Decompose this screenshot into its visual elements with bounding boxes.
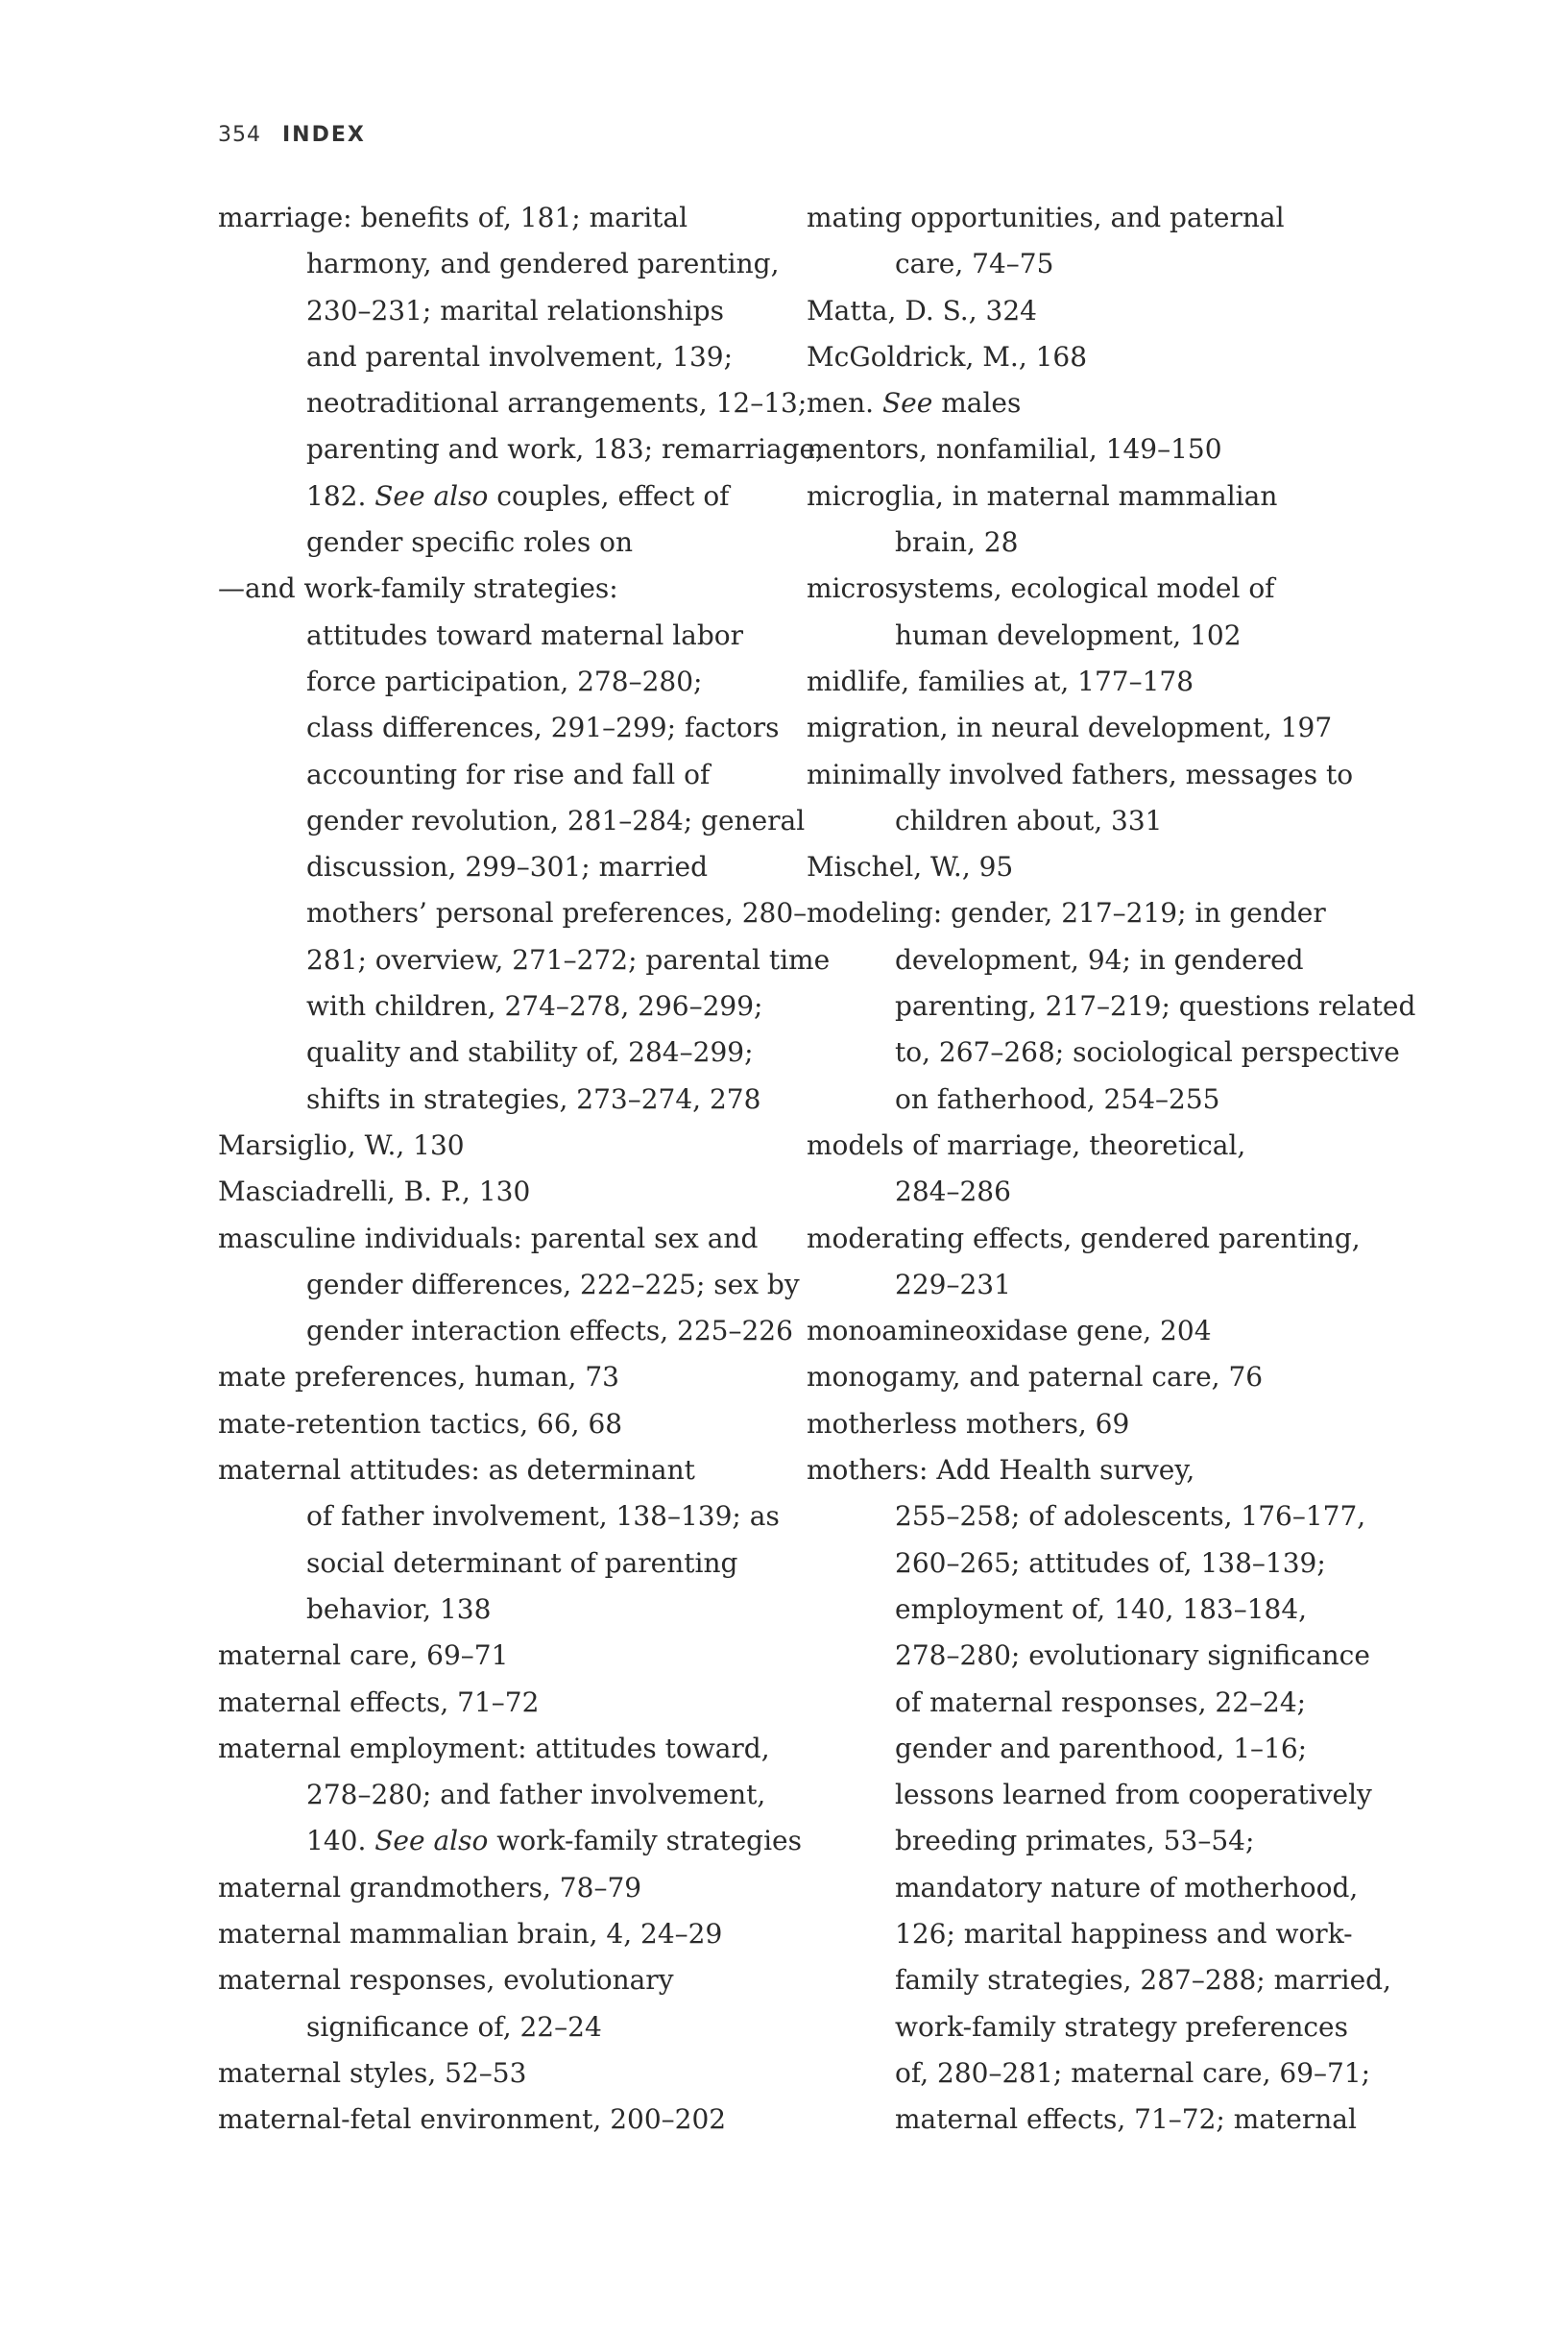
index-entry	[218, 1123, 784, 1169]
index-entry	[218, 1216, 800, 1355]
index-entry-line: mothers: Add Health survey,	[807, 1454, 1195, 1487]
index-entry	[807, 334, 1363, 380]
index-entry-line: parenting, 217–219; questions related	[895, 990, 1416, 1023]
index-entry	[218, 1680, 784, 1726]
index-entry-line: maternal care, 69–71	[218, 1639, 509, 1672]
index-entry-line: on fatherhood, 254–255	[895, 1082, 1220, 1115]
index-entry-line: Marsiglio, W., 130	[218, 1128, 465, 1161]
index-entry-line: Mischel, W., 95	[807, 851, 1014, 884]
index-entry	[218, 1633, 784, 1679]
index-entry-line: motherless mothers, 69	[807, 1407, 1130, 1440]
index-entry-line: attitudes toward maternal labor	[306, 618, 744, 651]
index-entry	[807, 1308, 1363, 1354]
index-entry	[218, 1447, 784, 1633]
index-entry-line: mate preferences, human, 73	[218, 1361, 619, 1394]
index-entry-line: employment of, 140, 183–184,	[895, 1592, 1308, 1625]
index-entry	[218, 1865, 784, 1911]
index-entry	[807, 426, 1363, 473]
index-entry	[218, 1401, 784, 1447]
running-head	[218, 123, 366, 147]
cross-reference-label: See also	[374, 1825, 489, 1857]
index-entry-line: marriage: benefits of, 181; marital	[218, 202, 688, 233]
section-title: INDEX	[282, 123, 366, 147]
cross-reference-target: males	[932, 387, 1022, 420]
index-entry-line: to, 267–268; sociological perspective	[895, 1036, 1400, 1069]
index-entry-line: maternal grandmothers, 78–79	[218, 1871, 642, 1903]
index-entry-line: mandatory nature of motherhood,	[895, 1871, 1359, 1903]
index-entry-line: maternal-fetal environment, 200–202	[218, 2103, 727, 2136]
index-entry-line	[807, 380, 1363, 426]
index-entry	[807, 659, 1363, 705]
index-entry-line: McGoldrick, M., 168	[807, 340, 1088, 373]
index-column-left	[218, 195, 831, 2143]
index-entry	[807, 566, 1363, 659]
index-entry-line: gender and parenthood, 1–16;	[895, 1732, 1308, 1764]
index-entry-line: maternal mammalian brain, 4, 24–29	[218, 1917, 723, 1950]
index-entry-line: microsystems, ecological model of	[807, 572, 1275, 605]
cross-reference-label: See also	[374, 479, 489, 512]
index-entry	[807, 1354, 1363, 1400]
index-entry-line: force participation, 278–280;	[306, 665, 703, 697]
index-entry-line: children about, 331	[895, 804, 1163, 837]
index-entry-line	[262, 1818, 802, 1864]
index-entry-locator: men.	[807, 387, 882, 420]
index-entry-line: migration, in neural development, 197	[807, 712, 1333, 744]
index-entry-line: 278–280; evolutionary significance	[895, 1639, 1370, 1672]
index-entry-line: maternal attitudes: as determinant	[218, 1454, 695, 1487]
index-entry-line: of father involvement, 138–139; as	[306, 1500, 780, 1533]
index-entry-line: maternal styles, 52–53	[218, 2056, 527, 2089]
index-entry-line: 278–280; and father involvement,	[306, 1779, 766, 1811]
index-entry-line: development, 94; in gendered	[895, 943, 1304, 976]
index-column-right	[807, 195, 1416, 2143]
index-entry	[218, 195, 824, 566]
index-entry-line: behavior, 138	[306, 1592, 492, 1625]
index-entry-line: lessons learned from cooperatively	[895, 1779, 1372, 1811]
index-entry-line: brain, 28	[895, 526, 1019, 559]
cross-reference-target: couples, effect of	[488, 479, 730, 512]
index-entry	[807, 195, 1363, 288]
index-entry	[807, 288, 1363, 334]
index-entry-line: microglia, in maternal mammalian	[807, 479, 1278, 512]
index-entry	[807, 380, 1363, 426]
index-entry-line: mothers’ personal preferences, 280–	[306, 897, 808, 930]
page-number: 354	[218, 123, 261, 147]
index-entry	[807, 1401, 1363, 1447]
index-entry-line: 255–258; of adolescents, 176–177,	[895, 1500, 1366, 1533]
index-entry-line: 229–231	[895, 1268, 1011, 1300]
index-entry-line: discussion, 299–301; married	[306, 851, 709, 884]
index-entry-locator: 140.	[306, 1825, 375, 1857]
index-entry-line: accounting for rise and fall of	[306, 758, 711, 790]
index-entry-line: moderating effects, gendered parenting,	[807, 1222, 1361, 1254]
index-entry-line: of maternal responses, 22–24;	[895, 1685, 1307, 1718]
index-entry-line	[262, 473, 784, 520]
index-entry	[218, 1354, 784, 1400]
index-entry-line: models of marriage, theoretical,	[807, 1128, 1246, 1161]
index-entry-line: monogamy, and paternal care, 76	[807, 1361, 1264, 1394]
index-entry-line: parenting and work, 183; remarriage,	[306, 433, 824, 466]
index-entry-line: gender specific roles on	[306, 526, 633, 559]
index-entry-line: 281; overview, 271–272; parental time	[306, 943, 831, 976]
index-entry	[218, 1169, 784, 1215]
index-entry-line: 260–265; attitudes of, 138–139;	[895, 1546, 1326, 1579]
index-entry-line: mate-retention tactics, 66, 68	[218, 1407, 623, 1440]
index-entry-line: gender interaction effects, 225–226	[306, 1315, 793, 1347]
cross-reference-label: See	[881, 387, 933, 420]
index-entry-line: 284–286	[895, 1176, 1011, 1208]
index-entry-line: neotraditional arrangements, 12–13;	[306, 387, 808, 420]
index-entry-line: breeding primates, 53–54;	[895, 1825, 1255, 1857]
index-entry-line: monoamineoxidase gene, 204	[807, 1315, 1212, 1347]
index-entry-line: and parental involvement, 139;	[306, 340, 734, 373]
index-entry-line: maternal effects, 71–72	[218, 1685, 540, 1718]
index-entry-locator: 182.	[306, 479, 375, 512]
index-entry	[807, 1123, 1363, 1216]
index-entry	[218, 2097, 784, 2143]
index-entry-line: family strategies, 287–288; married,	[895, 1964, 1391, 1997]
index-entry-line: human development, 102	[895, 618, 1242, 651]
index-entry-line: maternal responses, evolutionary	[218, 1964, 674, 1997]
index-entry-line: mating opportunities, and paternal	[807, 202, 1285, 233]
index-entry-line: minimally involved fathers, messages to	[807, 758, 1354, 790]
index-entry-line: maternal employment: attitudes toward,	[218, 1732, 770, 1764]
index-entry-line: masculine individuals: parental sex and	[218, 1222, 759, 1254]
index-entry	[807, 752, 1363, 845]
index-entry	[218, 1911, 784, 1957]
index-entry-line: with children, 274–278, 296–299;	[306, 990, 763, 1023]
index-entry-line: modeling: gender, 217–219; in gender	[807, 897, 1326, 930]
index-entry	[218, 566, 831, 1123]
cross-reference-target: work-family strategies	[488, 1825, 802, 1857]
index-entry-line: class differences, 291–299; factors	[306, 712, 780, 744]
index-entry	[218, 1726, 802, 1865]
index-entry-line: Matta, D. S., 324	[807, 294, 1037, 327]
index-entry	[807, 473, 1363, 567]
index-entry	[218, 2050, 784, 2097]
index-entry-line: gender revolution, 281–284; general	[306, 804, 806, 837]
index-entry-line: 230–231; marital relationships	[306, 294, 724, 327]
index-entry	[807, 1216, 1363, 1309]
index-entry-line: significance of, 22–24	[306, 2010, 602, 2043]
index-entry-line: shifts in strategies, 273–274, 278	[306, 1082, 761, 1115]
index-entry	[807, 844, 1363, 890]
index-entry	[807, 890, 1416, 1122]
index-entry-line: quality and stability of, 284–299;	[306, 1036, 754, 1069]
index-entry-line: midlife, families at, 177–178	[807, 665, 1194, 697]
index-entry	[807, 1447, 1391, 2143]
index-entry-line: —and work-family strategies:	[218, 572, 618, 605]
index-entry-line: harmony, and gendered parenting,	[306, 248, 780, 280]
index-entry-line: maternal effects, 71–72; maternal	[895, 2103, 1357, 2136]
index-entry-line: social determinant of parenting	[306, 1546, 738, 1579]
index-entry-line: of, 280–281; maternal care, 69–71;	[895, 2056, 1371, 2089]
index-entry-line: work-family strategy preferences	[895, 2010, 1348, 2043]
index-entry-line: care, 74–75	[895, 248, 1054, 280]
index-entry-line: gender differences, 222–225; sex by	[306, 1268, 800, 1300]
index-entry	[807, 705, 1363, 751]
index-entry	[218, 1957, 784, 2050]
index-entry-line: Masciadrelli, B. P., 130	[218, 1176, 531, 1208]
index-entry-line: 126; marital happiness and work-	[895, 1917, 1353, 1950]
index-entry-line: mentors, nonfamilial, 149–150	[807, 433, 1222, 466]
